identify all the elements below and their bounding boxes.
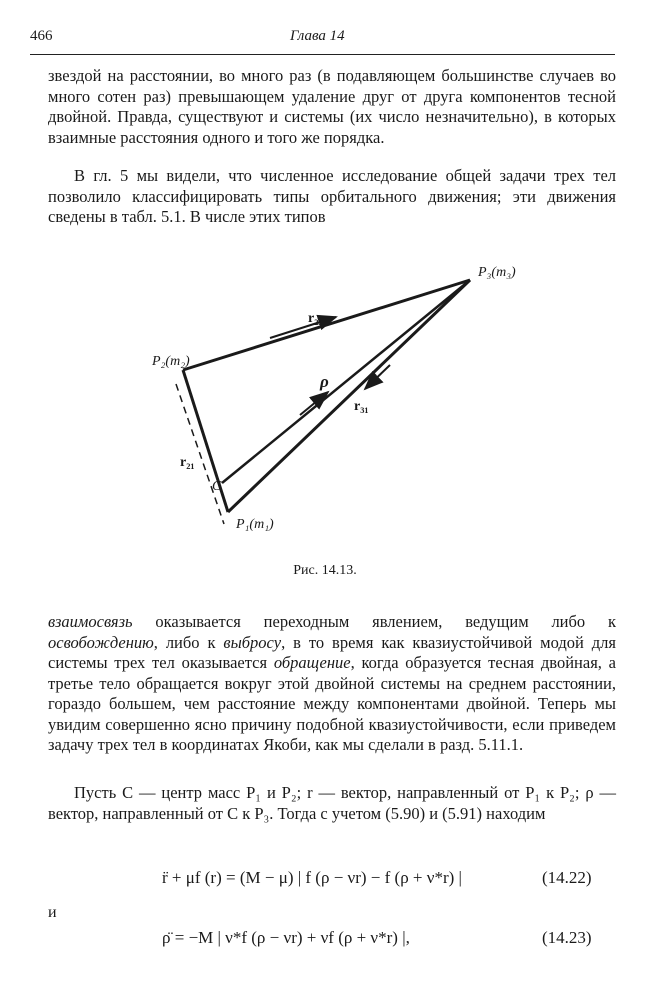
label-p3: P₃(m₃) xyxy=(478,265,516,280)
arrow-r23 xyxy=(270,317,336,338)
chapter-title: Глава 14 xyxy=(290,28,345,44)
term-2: освобождению xyxy=(48,632,154,652)
text-run: , когда образуется тесная двойная, а третье тело обращается вокруг этой двойной системы на среднем расстоянии, гораздо большем, чем расстояние между компонентами двойной. Теперь мы увидим совершенно ясно причину подобной квазиустойчивости, если приведем задачу трех тел в координатах Якоби, как мы сделали в разд. 5.11.1. xyxy=(48,653,616,754)
term-3: выбросу xyxy=(223,632,282,652)
term-1: взаимосвязь xyxy=(48,612,133,631)
conjunction: и xyxy=(48,904,57,921)
equation-number: (14.22) xyxy=(542,868,592,887)
label-r21: r₂₁ xyxy=(180,455,195,470)
rho-vector xyxy=(222,280,470,483)
label-c: C xyxy=(212,479,222,494)
label-p2: P₂(m₂) xyxy=(152,354,190,369)
label-r31: r₃₁ xyxy=(354,399,369,414)
term-4: обращение xyxy=(273,653,351,672)
equation-number: (14.23) xyxy=(542,928,592,947)
label-rho: ρ xyxy=(320,372,329,391)
text-run: , в то время как квазиустойчивой модой для системы трех тел оказывается xyxy=(48,632,616,672)
page-header xyxy=(30,28,620,50)
arrow-rho xyxy=(300,392,328,415)
triangle-diagram xyxy=(0,250,650,550)
side-p1-p3 xyxy=(228,280,470,512)
text-run: , либо к xyxy=(153,632,224,652)
equation-body: r̈ + μf (r) = (M − μ) | f (ρ − νr) − f (ρ + ν*r) | xyxy=(162,868,462,887)
paragraph-3 xyxy=(48,612,616,756)
paragraph-4: Пусть C — центр масс P₁ и P₂; r — вектор, направленный от P₁ к P₂; ρ — вектор, направленный от C к P₃. Тогда с учетом (5.90) и (5.91) находим xyxy=(48,783,616,823)
figure-14-13 xyxy=(0,250,650,550)
paragraph-2: В гл. 5 мы видели, что численное исследование общей задачи трех тел позволило классифицировать типы орбитального движения; эти движения сведены в табл. 5.1. В числе этих типов xyxy=(48,166,616,226)
side-p2-p3 xyxy=(183,280,470,370)
r21-dashed xyxy=(176,384,224,524)
figure-caption: Рис. 14.13. xyxy=(293,563,357,578)
label-p1: P₁(m₁) xyxy=(236,517,274,532)
equation-14-23 xyxy=(0,928,650,956)
equation-14-22 xyxy=(0,868,650,896)
label-r23: r₂₃ xyxy=(308,311,323,326)
header-rule xyxy=(30,54,615,55)
equation-body: ρ̈ = −M | ν*f (ρ − νr) + νf (ρ + ν*r) |, xyxy=(162,928,410,947)
paragraph-1: звездой на расстоянии, во много раз (в подавляющем большинстве случаев во много сотен раз) превышающем удаление друг от друга компонентов тесной двойной. Правда, существуют и системы (их число незначительно), в которых взаимные расстояния одного и того же порядка. xyxy=(48,66,616,147)
text-run: оказывается переходным явлением, ведущим либо к xyxy=(132,612,616,631)
page-number: 466 xyxy=(30,28,53,44)
